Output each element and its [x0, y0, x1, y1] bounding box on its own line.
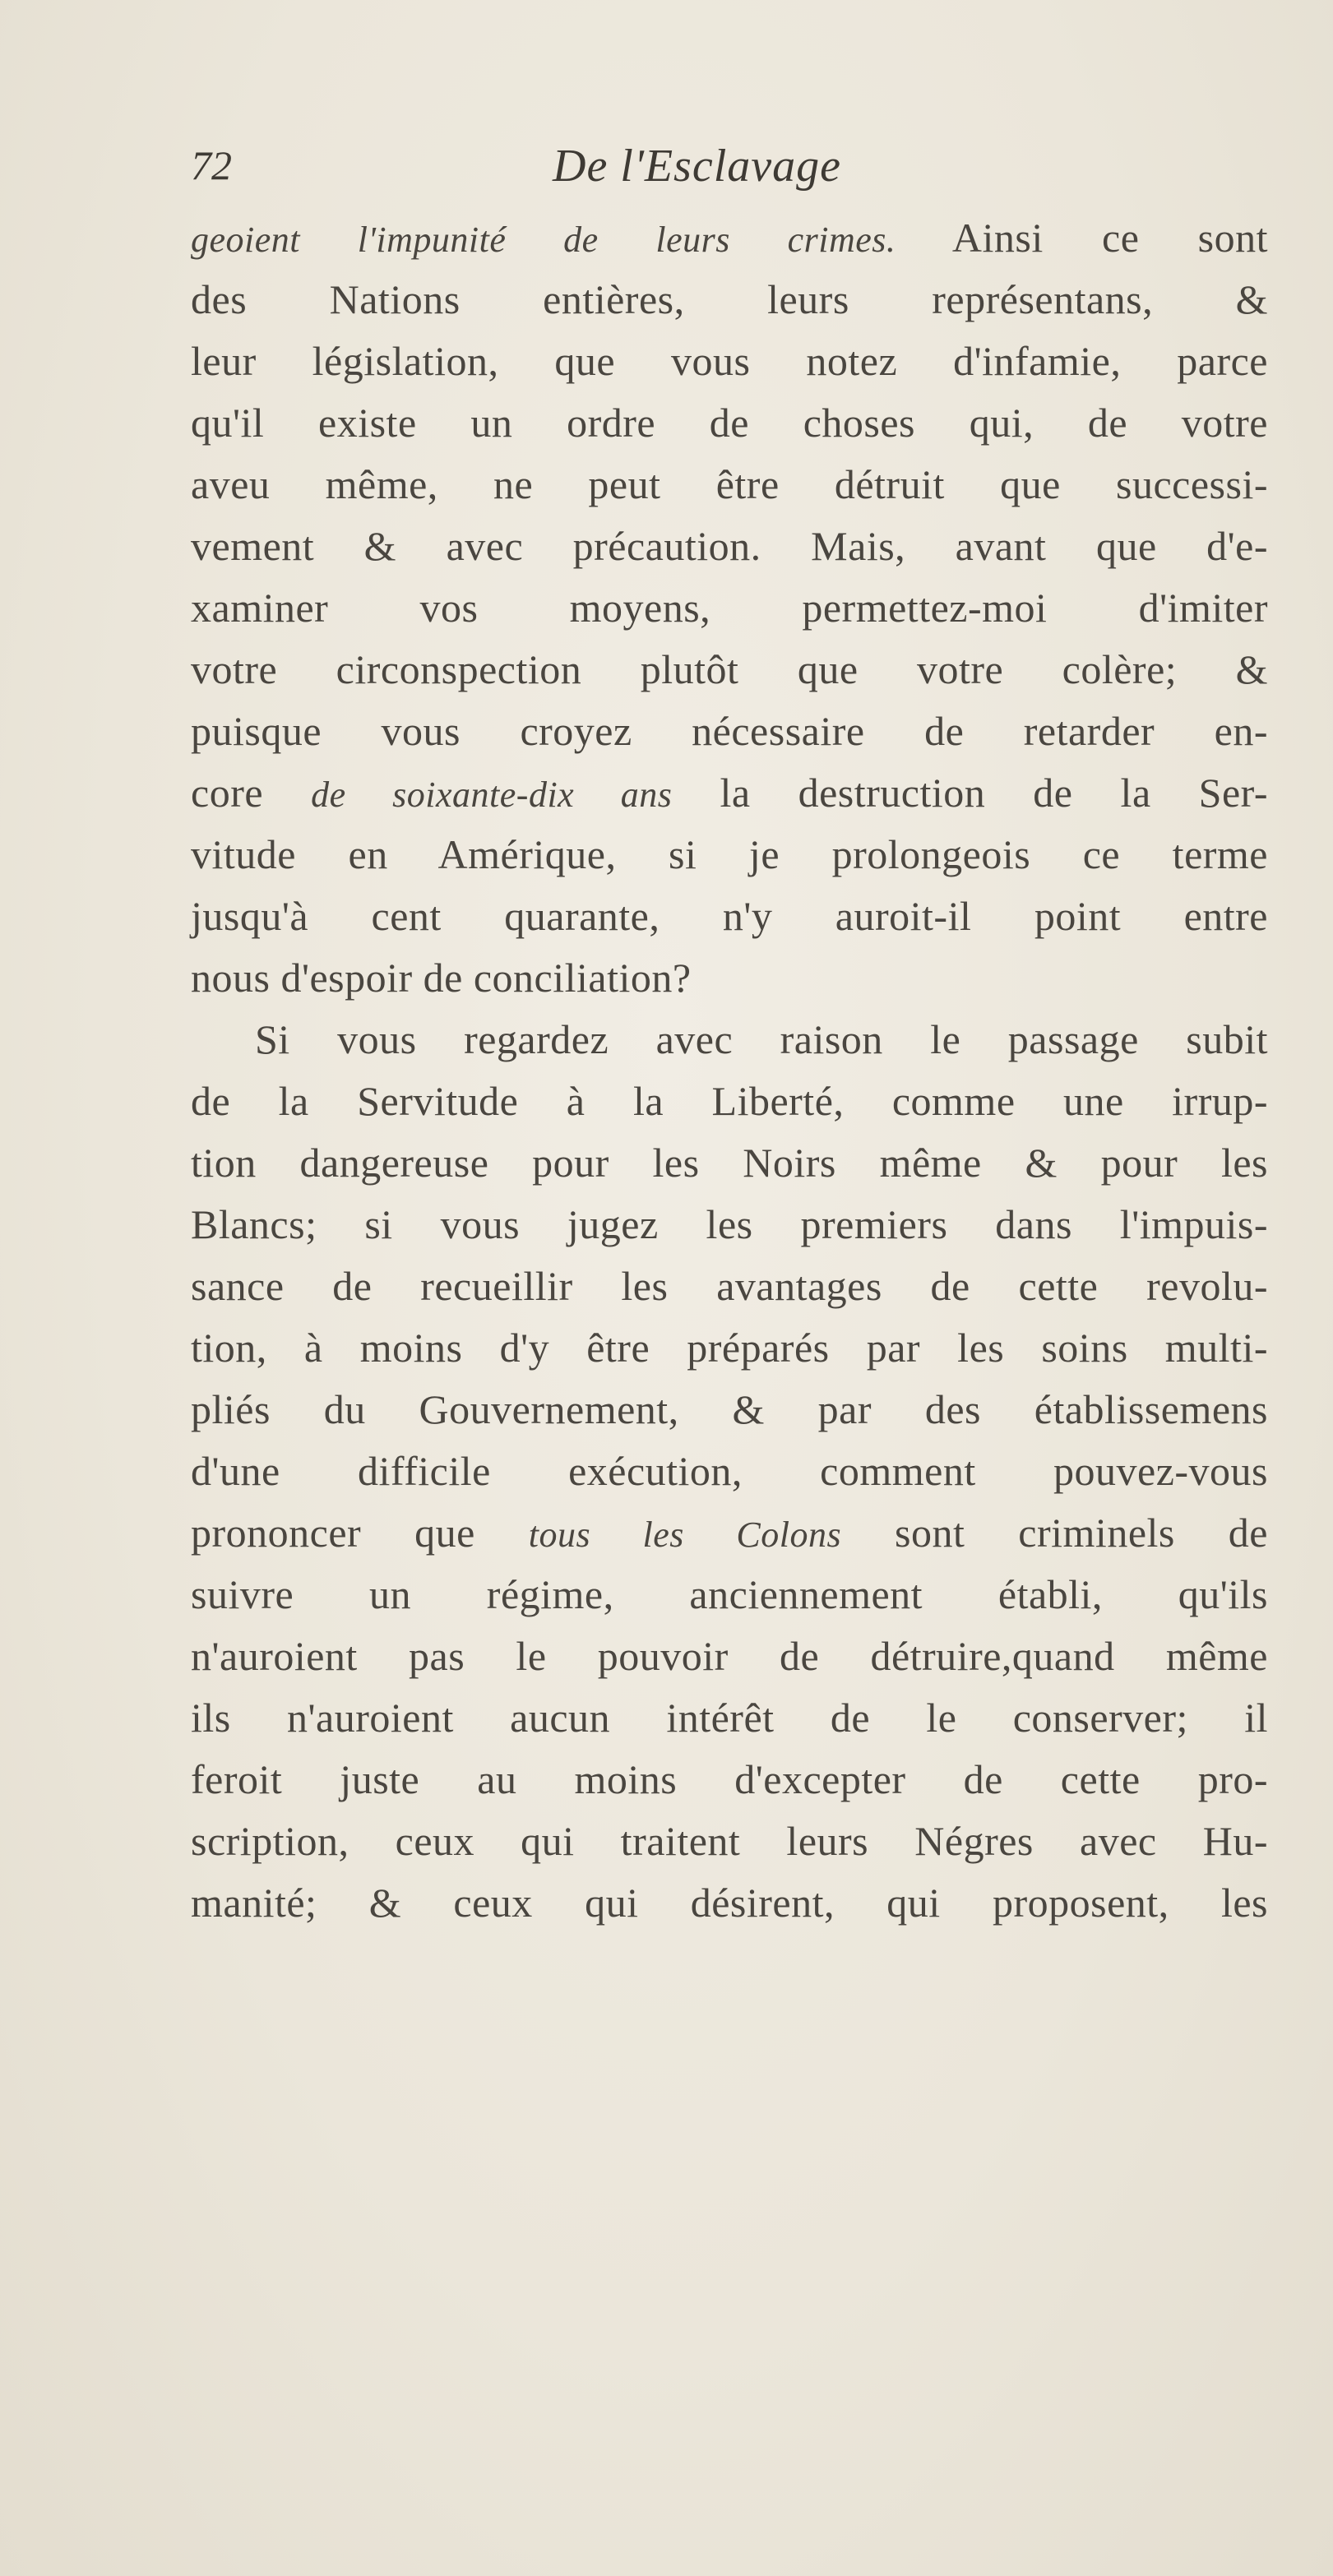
text-line: vitude en Amérique, si je prolongeois ce terme: [191, 831, 1268, 877]
text-line: suivre un régime, anciennement établi, qu'ils: [191, 1571, 1268, 1617]
body-text: [191, 207, 1268, 1934]
text-line: tion, à moins d'y être préparés par les soins multi-: [191, 1325, 1268, 1371]
text-line: qu'il existe un ordre de choses qui, de votre: [191, 400, 1268, 446]
text-line: feroit juste au moins d'excepter de cette pro-: [191, 1756, 1268, 1802]
text-line: manité; & ceux qui désirent, qui proposent, les: [191, 1880, 1268, 1926]
running-title: De l'Esclavage: [553, 141, 841, 192]
page-header: [191, 141, 1128, 207]
text-line: scription, ceux qui traitent leurs Négres avec Hu-: [191, 1818, 1268, 1864]
text-line: pliés du Gouvernement, & par des établissemens: [191, 1386, 1268, 1432]
text-line: Si vous regardez avec raison le passage subit: [255, 1016, 1268, 1062]
page-number: 72: [191, 142, 232, 188]
text-line: jusqu'à cent quarante, n'y auroit-il point entre: [191, 893, 1268, 939]
text-line: aveu même, ne peut être détruit que successi-: [191, 461, 1268, 507]
text-line: leur législation, que vous notez d'infamie, parce: [191, 338, 1268, 384]
text-line: sance de recueillir les avantages de cette revolu-: [191, 1263, 1268, 1309]
text-line: xaminer vos moyens, permettez-moi d'imiter: [191, 585, 1268, 631]
text-line: puisque vous croyez nécessaire de retarder en-: [191, 708, 1268, 754]
text-line: ils n'auroient aucun intérêt de le conserver; il: [191, 1695, 1268, 1741]
text-line: prononcer que tous les Colons sont criminels de: [191, 1510, 1268, 1556]
text-line: d'une difficile exécution, comment pouvez-vous: [191, 1448, 1268, 1494]
text-line: Blancs; si vous jugez les premiers dans l'impuis-: [191, 1201, 1268, 1247]
text-line: de la Servitude à la Liberté, comme une irrup-: [191, 1078, 1268, 1124]
text-line: vement & avec précaution. Mais, avant que d'e-: [191, 523, 1268, 569]
text-line: votre circonspection plutôt que votre colère; &: [191, 646, 1268, 692]
text-line: nous d'espoir de conciliation?: [191, 955, 692, 1001]
text-line: n'auroient pas le pouvoir de détruire,quand même: [191, 1633, 1268, 1679]
text-line: core de soixante-dix ans la destruction de la Ser-: [191, 770, 1268, 816]
text-line: des Nations entières, leurs représentans, &: [191, 276, 1268, 322]
text-line: tion dangereuse pour les Noirs même & pour les: [191, 1140, 1268, 1186]
text-line: geoient l'impunité de leurs crimes. Ainsi ce sont: [191, 215, 1268, 261]
